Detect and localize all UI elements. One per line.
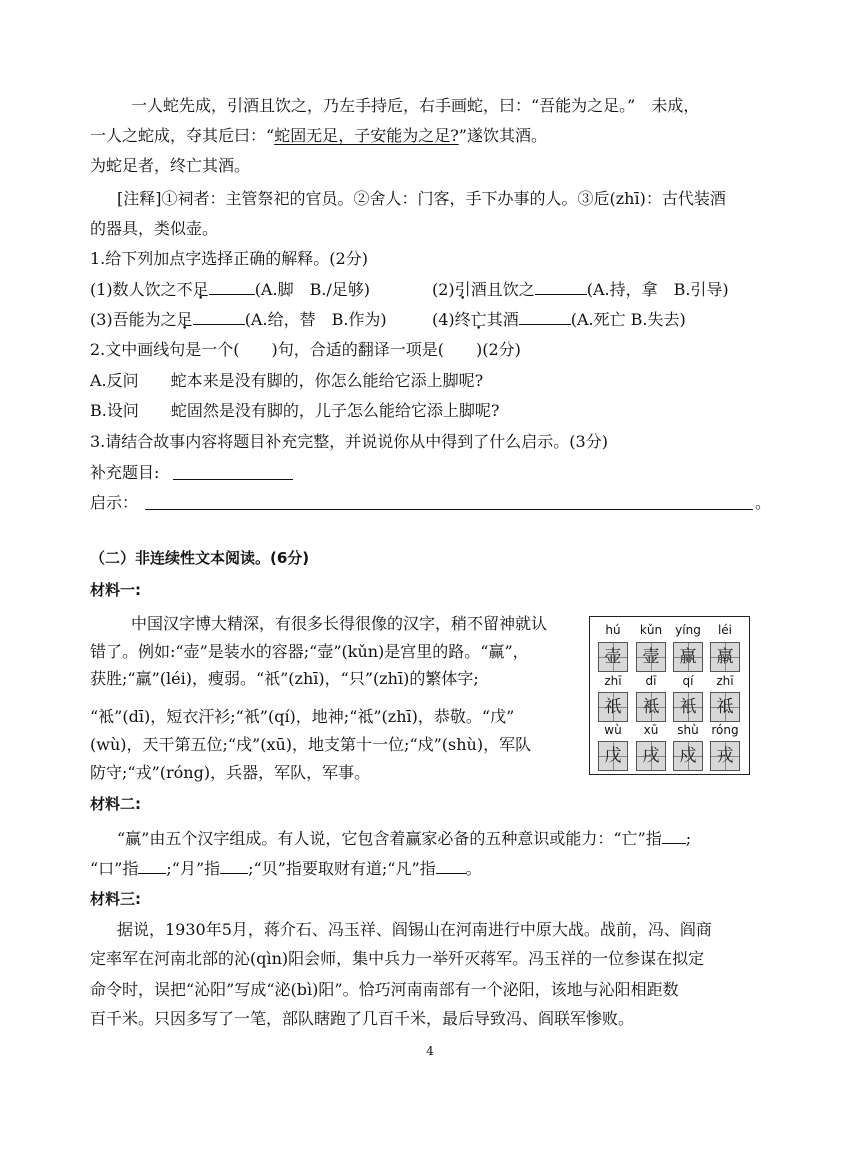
material-2-text: 。	[465, 859, 482, 878]
insight-end-mark: 。	[755, 493, 772, 512]
story-line-3: 为蛇足者，终亡其酒。	[90, 156, 251, 175]
similar-characters-figure	[589, 616, 750, 775]
material-2-text: “口”指	[90, 859, 139, 878]
pinyin-label: kǔn	[639, 623, 663, 637]
insight-label: 启示：	[90, 493, 139, 512]
pinyin-label: xū	[643, 723, 659, 737]
material-3-line: 定率军在河南北部的沁(qìn)阳会师，集中兵力一举歼灭蒋军。冯玉祥的一位参谋在拟定	[90, 949, 705, 968]
page-number: 4	[426, 1044, 434, 1058]
item-options: (A.脚 B./足够)	[254, 280, 371, 299]
material-1-line: “袛”(dī)，短衣汗衫;“衹”(qí)，地神;“祗”(zhī)，恭敬。“戊”	[90, 707, 515, 726]
dotted-char: 亡	[470, 310, 487, 329]
annotation-line-1: [注释]①祠者：主管祭祀的官员。②舍人：门客，手下办事的人。③卮(zhī)：古代装酒	[117, 189, 726, 208]
pinyin-label: zhī	[604, 674, 622, 688]
pinyin-label: zhī	[716, 674, 734, 688]
material-2-text: “赢”由五个汉字组成。有人说，它包含着赢家必备的五种意识或能力：“亡”指	[117, 829, 662, 848]
question-1-title: 1.给下列加点字选择正确的解释。(2分)	[90, 249, 368, 268]
fill-title-label: 补充题目:	[90, 463, 160, 482]
material-1-line: 获胜;“羸”(léi)，瘦弱。“祇”(zhī)，“只”(zhī)的繁体字;	[90, 669, 479, 688]
section-2-heading: （二）非连续性文本阅读。(6分)	[90, 549, 310, 567]
insight-blank[interactable]	[145, 509, 753, 510]
dotted-char: 引	[454, 280, 471, 299]
material-3-line: 据说，1930年5月，蒋介石、冯玉祥、阎锡山在河南进行中原大战。战前，冯、阎商	[117, 920, 712, 939]
material-1-line: (wù)，天干第五位;“戌”(xū)，地支第十一位;“戍”(shù)，军队	[90, 735, 532, 754]
material-1-line: 防守;“戎”(róng)，兵器，军队，军事。	[90, 763, 371, 782]
pinyin-label: róng	[711, 723, 739, 737]
character-tile: 祗	[710, 692, 740, 722]
answer-blank[interactable]	[220, 858, 248, 874]
question-2-option-a: A.反问 蛇本来是没有脚的，你怎么能给它添上脚呢?	[90, 371, 484, 390]
dotted-char: 足	[192, 280, 209, 299]
item-text: (3)吾能为之	[90, 310, 177, 329]
item-text: (4)终	[432, 310, 471, 329]
material-3-line: 百千米。只因多写了一笔，部队瞎跑了几百千米，最后导致冯、阎联军惨败。	[90, 1009, 635, 1028]
item-options: (A.死亡 B.失去)	[570, 310, 686, 329]
item-options: (A.持，拿 B.引导)	[586, 280, 729, 299]
question-2-option-b: B.设问 蛇固然是没有脚的，儿子怎么能给它添上脚呢?	[90, 401, 500, 420]
item-text: 酒且饮之	[470, 280, 535, 299]
item-options: (A.给，替 B.作为)	[244, 310, 387, 329]
pinyin-label: shù	[677, 723, 699, 737]
answer-blank[interactable]	[662, 828, 686, 844]
question-1-item-2	[432, 279, 729, 301]
material-1-label: 材料一:	[90, 581, 141, 599]
question-1-item-1	[90, 279, 370, 301]
pinyin-label: dī	[645, 674, 657, 688]
character-tile: 羸	[710, 642, 740, 672]
material-3-label: 材料三:	[90, 890, 141, 908]
character-tile: 袛	[636, 692, 666, 722]
answer-blank[interactable]	[519, 309, 571, 325]
material-2-line-2	[90, 858, 482, 880]
material-2-label: 材料二:	[90, 795, 141, 813]
item-text: (2)	[432, 280, 455, 299]
material-1-line: 中国汉字博大精深，有很多长得很像的汉字，稍不留神就认	[131, 614, 548, 633]
character-tile: 戌	[636, 741, 666, 771]
question-1-item-4	[432, 309, 686, 331]
pinyin-label: wù	[604, 723, 622, 737]
character-tile: 戎	[710, 741, 740, 771]
question-3-title: 3.请结合故事内容将题目补充完整，并说说你从中得到了什么启示。(3分)	[90, 432, 608, 451]
answer-blank[interactable]	[138, 858, 166, 874]
story-line-2-a: 一人之蛇成，夺其卮曰：“	[90, 126, 275, 145]
pinyin-label: qí	[682, 674, 694, 688]
character-tile: 衹	[673, 692, 703, 722]
pinyin-label: yíng	[675, 623, 701, 637]
story-line-1: 一人蛇先成，引酒且饮之，乃左手持卮，右手画蛇，曰：“吾能为之足。” 未成，	[131, 96, 700, 115]
character-tile: 戍	[673, 741, 703, 771]
story-line-2	[90, 125, 547, 147]
character-tile: 壸	[636, 642, 666, 672]
annotation-line-2: 的器具，类似壶。	[90, 219, 219, 238]
item-text: 其酒	[486, 310, 519, 329]
answer-blank[interactable]	[535, 279, 587, 295]
material-2-line-1	[117, 828, 691, 850]
pinyin-label: léi	[717, 623, 733, 637]
character-tile: 赢	[673, 642, 703, 672]
answer-blank[interactable]	[436, 858, 466, 874]
question-2-title: 2.文中画线句是一个( )句，合适的翻译一项是( )(2分)	[90, 340, 521, 359]
item-text: (1)数人饮之不	[90, 280, 193, 299]
character-tile: 壶	[598, 642, 628, 672]
material-1-line: 错了。例如:“壶”是装水的容器;“壸”(kǔn)是宫里的路。“赢”，	[90, 642, 529, 661]
question-1-item-3	[90, 309, 387, 331]
dotted-char: 足	[176, 310, 193, 329]
character-tile: 戊	[598, 741, 628, 771]
material-2-text: ;“月”指	[166, 859, 221, 878]
material-2-text: ;“贝”指要取财有道;“凡”指	[248, 859, 436, 878]
material-2-text: ;	[685, 829, 692, 848]
character-tile: 祇	[598, 692, 628, 722]
answer-blank[interactable]	[193, 309, 245, 325]
pinyin-label: hú	[605, 623, 621, 637]
underlined-sentence: 蛇固无足，子安能为之足?	[274, 126, 459, 145]
story-line-2-b: ”遂饮其酒。	[458, 126, 547, 145]
fill-title-blank[interactable]	[173, 479, 293, 480]
answer-blank[interactable]	[209, 279, 255, 295]
material-3-line: 命令时，误把“沁阳”写成“泌(bì)阳”。恰巧河南南部有一个泌阳，该地与沁阳相距数	[90, 980, 679, 999]
